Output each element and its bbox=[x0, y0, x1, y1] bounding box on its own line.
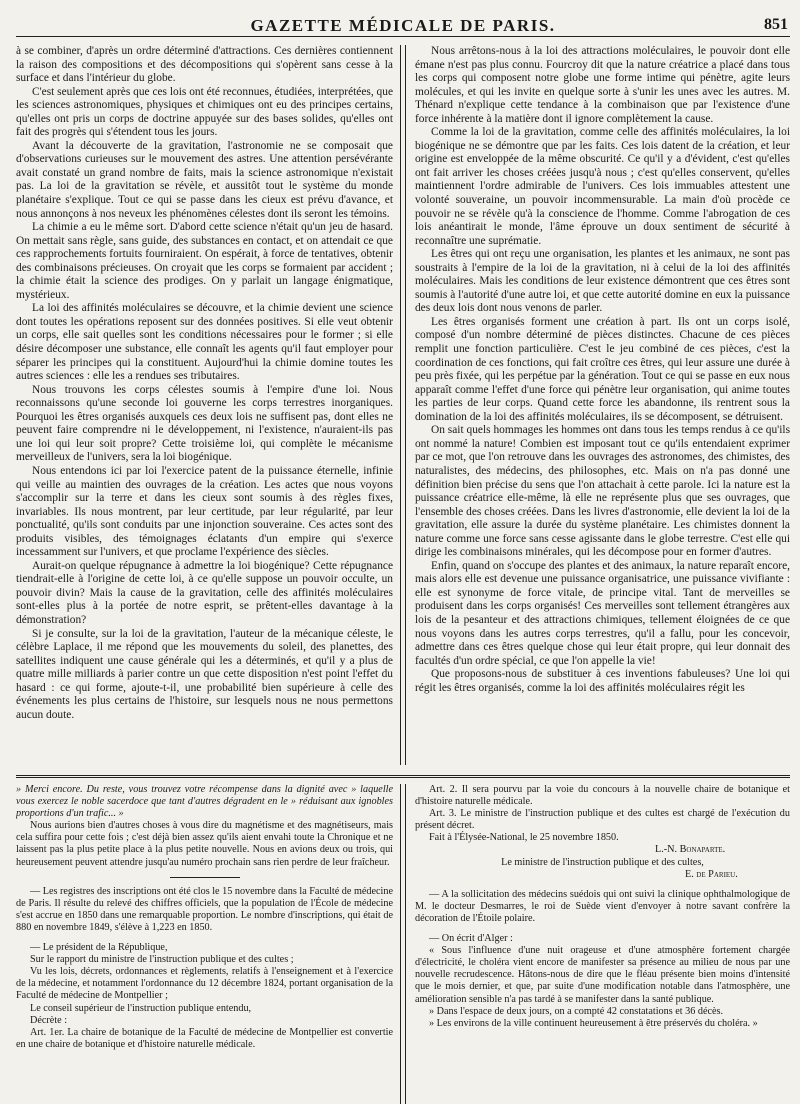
alger-paragraph-3: » Les environs de la ville continuent heureusement à être préservés du choléra. » bbox=[428, 1017, 758, 1029]
conseil-line: Le conseil supérieur de l'instruction publique entendu, bbox=[30, 1002, 252, 1014]
vu-line: Vu les lois, décrets, ordonnances et règlements, relatifs à l'enseignement et à l'exercice de la médecine, et notamment l'ordonnance du 12 décembre 1824, portant organisation de la Faculté de médecine de Montpellier ; bbox=[16, 966, 393, 1002]
signature-bonaparte: L.-N. Bonaparte. bbox=[654, 844, 726, 856]
short-rule bbox=[170, 877, 240, 878]
article-paragraph: Nous entendons ici par loi l'exercice patent de la puissance éternelle, infinie qui veille au maintien des ouvrages de la création. Les actes que nous voyons s'accomplir sur la terre et dans les cieux sont soumis à des règles fixes, invariables. Ils nous montrent, par leur certitude, par leur régularité, par leur ponctualité, qu'ils sont conduits par une injonction souveraine. Ces actes sont des produits visibles, des témoignages éclatants d'un empire qui s'exerce incessamment sur l'univers, et que proclame l'expérience des siècles. bbox=[16, 464, 393, 559]
article-column-left bbox=[16, 45, 399, 765]
article-paragraph: Aurait-on quelque répugnance à admettre la loi biogénique? Cette répugnance tiendrait-elle à l'origine de cette loi, à ce qu'elle suppose un pouvoir occulte, un pouvoir divin? Mais la cause de la gravitation, celle des affinités moléculaires sont-elles plus à la portée de notre esprit, se prêtent-elles davantage à la démonstration? bbox=[16, 559, 393, 626]
decrete-line: Décrète : bbox=[30, 1014, 68, 1026]
chronique-column-right bbox=[407, 784, 790, 1104]
magnetism-note: Nous aurions bien d'autres choses à vous dire du magnétisme et des magnétiseurs, mais cela suffira pour cette fois ; c'est déjà bien assez qu'ils aient envahi toute la Chronique et ne laissent pas la plus petite place à la plus petite nouvelle. Nous en avions deux ou trois, qui heureusement peuvent attendre jusqu'au numéro prochain sans rien perdre de leur fraîcheur. bbox=[16, 820, 393, 868]
chronique-column-left bbox=[16, 784, 399, 1104]
article-paragraph: Nous trouvons les corps célestes soumis à l'empire d'une loi. Nous reconnaissons qu'une seconde loi gouverne les corps terrestres inorganiques. Pourquoi les êtres organisés auxquels ces deux lois ne suffisent pas, dont elles ne peuvent faire comprendre ni le développement, ni l'existence, n'auraient-ils pas une loi qui leur soit propre? Cette troisième loi, qui complète le mécanisme merveilleux de l'univers, sera la loi biogénique. bbox=[16, 383, 393, 464]
alger-heading: — On écrit d'Alger : bbox=[428, 933, 513, 945]
article-paragraph: Avant la découverte de la gravitation, l'astronomie ne se composait que d'observations curieuses sur le mouvement des astres. Une attention persévérante avait constaté un grand nombre de faits, mais la science astronomique n'existait pas. La loi de la gravitation se révèle, et aussitôt tout le système du monde planétaire s'explique. Tout ce qui se passe dans les cieux est prévu d'avance, et nous annonçons à nos neveux les phénomènes célestes dont ils seront les témoins. bbox=[16, 139, 393, 220]
article-paragraph: Les êtres organisés forment une création à part. Ils ont un corps isolé, composé d'un nombre déterminé de pièces distinctes. Chacune de ces pièces remplit une fonction particulière. C'est le jeu combiné de ces pièces, c'est la coordination de ces fonctions, qui fait croître ces êtres, qui leur assure une durée à peu près fixée, qui les perpétue par la génération. Tout ce qui se passe en eux nous apparaît comme l'effet d'une force qui pénètre leur organisation, qui anime toutes les parties de leur corps. Quand cette force les abandonne, ils rentrent sous la domination de la loi des affinités moléculaires, ils se décomposent, se détruisent. bbox=[414, 315, 790, 423]
minister-line: Le ministre de l'instruction publique et des cultes, bbox=[501, 856, 704, 868]
section-separator bbox=[16, 775, 790, 778]
article-3: Art. 3. Le ministre de l'instruction publique et des cultes est chargé de l'exécution du présent décret. bbox=[414, 808, 790, 832]
page-number: 851 bbox=[764, 16, 788, 33]
alger-paragraph-2: » Dans l'espace de deux jours, on a compté 42 constatations et 36 décès. bbox=[428, 1005, 724, 1017]
article-paragraph: Nous arrêtons-nous à la loi des attractions moléculaires, le pouvoir dont elle émane n'est pas plus connu. Fourcroy dit que la nature créatrice a placé dans tous les corps qui composent notre globe une forme intime qui pénètre, agite leurs molécules, et qui les invite en quelque sorte à s'unir les unes avec les autres. M. Thénard n'explique cette tendance à la combinaison que par l'existence d'une force inhérente à la matière dont il ignore complètement la cause. bbox=[414, 45, 790, 125]
article-paragraph: Que proposons-nous de substituer à ces inventions fabuleuses? Une loi qui régit les êtres organisés, comme la loi des affinités moléculaires régit les bbox=[414, 668, 790, 694]
main-article bbox=[16, 45, 790, 765]
article-paragraph: On sait quels hommages les hommes ont dans tous les temps rendus à ce qu'ils ont nommé la nature! Combien est imposant tout ce qu'ils entendaient exprimer par ce mot, que l'on retrouve dans les ouvrages des astronomes, des chimistes, des naturalistes, des médecins, des philosophes, etc. Mais on n'a pas donné une définition bien précise du sens que l'on attachait à cette parole. Ici la nature est la puissance créatrice elle-même, là elle ne représente plus que ses ouvrages, que l'ensemble des choses créées. Dans les livres d'astronomie, elle devient la loi de la gravitation, elle assure la durée du système planétaire. Les chimistes donnent la nature comme une force sans cesse agissante dans le globe terrestre. C'est elle qui dirige les combinaisons minérales, qui les décompose pour en former d'autres. bbox=[414, 424, 790, 559]
page-header bbox=[16, 10, 790, 37]
article-paragraph: Si je consulte, sur la loi de la gravitation, l'auteur de la mécanique céleste, le célèbre Laplace, il me répond que les mouvements du soleil, des planettes, des satellites indiquent une cause générale qui les a déterminés, et qu'il y a plus de quatre mille milliards à parier contre un que cette disposition n'est point l'effet du hasard : ce qui forme, ajoute-t-il, une probabilité bien supérieure à celle des événements les plus certains de l'histoire, sur lesquels nous ne nous permettons aucun doute. bbox=[16, 627, 393, 721]
registres-item: — Les registres des inscriptions ont été clos le 15 novembre dans la Faculté de médecine de Paris. Il résulte du relevé des chiffres officiels, que la population de l'École de médecine s'est accrue en 1850 dans une remarquable proportion. Le nombre d'inscriptions, qui était de 880 en novembre 1849, s'élève à 1,223 en 1850. bbox=[16, 885, 393, 933]
rapport-line: Sur le rapport du ministre de l'instruction publique et des cultes ; bbox=[30, 954, 294, 966]
article-paragraph: C'est seulement après que ces lois ont été reconnues, étudiées, interprétées, que les sciences astronomiques, physiques et chimiques ont eu des principes certains, qu'elles ont pris un corps de doctrine appuyée sur des bases solides, qu'elles ont fait des progrès qui s'étendent tous les jours. bbox=[16, 85, 393, 139]
journal-title: GAZETTE MÉDICALE DE PARIS. bbox=[250, 16, 556, 35]
article-2: Art. 2. Il sera pourvu par la voie du concours à la nouvelle chaire de botanique et d'histoire naturelle médicale. bbox=[414, 784, 790, 808]
article-paragraph: à se combiner, d'après un ordre déterminé d'attractions. Ces dernières contiennent la raison des compositions et des décompositions qui s'opèrent sans cesse à la surface et dans l'intérieur du globe. bbox=[16, 45, 393, 85]
article-column-right bbox=[407, 45, 790, 765]
column-divider bbox=[400, 45, 406, 765]
article-paragraph: La loi des affinités moléculaires se découvre, et la chimie devient une science dont toutes les opérations reposent sur des données positives. Si elle veut obtenir un corps, elle sait quelles sont les conditions nécessaires pour le former ; si elle désire décomposer une substance, elle connaît les agents qu'il faut employer pour séparer les principes qui la constituent. Aujourd'hui la chimie domine toutes les autres sciences : elle les a rendues ses tributaires. bbox=[16, 302, 393, 383]
decree-date: Fait à l'Élysée-National, le 25 novembre 1850. bbox=[428, 832, 619, 844]
article-paragraph: Les êtres qui ont reçu une organisation, les plantes et les animaux, ne sont pas soustraits à l'empire de la loi de la gravitation, ni à celui de la loi des affinités moléculaires. Mais les conditions de leur existence démontrent que ces êtres sont soumis à l'autorité d'une autre loi, et que cette autorité domine en eux la puissance des deux lois dont nous venons de parler. bbox=[414, 248, 790, 315]
chronique-section bbox=[16, 784, 790, 1104]
signature-parieu: E. de Parieu. bbox=[684, 868, 738, 880]
letter-quote: » Merci encore. Du reste, vous trouvez votre récompense dans la dignité avec » laquelle vous exercez le noble sacerdoce que tant d'autres dégradent en le » réduisant aux ignobles proportions d'un trafic... » bbox=[16, 784, 393, 820]
alger-paragraph-1: « Sous l'influence d'une nuit orageuse et d'une atmosphère fortement chargée d'électricité, le choléra vient encore de manifester sa présence au milieu de nous par une nouvelle recrudescence. Hâtons-nous de dire que le fléau présente bien moins d'intensité que le mois dernier, et que, par suite d'une modification notable dans l'atmosphère, une amélioration sensible n'a pas tardé à se manifester dans la santé publique. bbox=[414, 945, 790, 1005]
article-paragraph: Comme la loi de la gravitation, comme celle des affinités moléculaires, la loi biogénique ne se démontre que par les faits. Ces lois datent de la création, et leur origine est enveloppée de la même obscurité. Ce qu'il y a d'évident, c'est qu'elles ont fait arriver les choses créées jusqu'à nous ; c'est qu'elles conservent, qu'elles maintiennent l'ordre admirable de l'univers. Ces lois immuables attestent une volonté souveraine, un pouvoir incommensurable. La main d'où procède ce pouvoir ne se révèle qu'à la conscience de l'homme. Comme l'abrogation de ces lois anéantirait le monde, l'âme éprouve un doux sentiment de sécurité à reconnaître une suprématie. bbox=[414, 126, 790, 247]
article-paragraph: La chimie a eu le même sort. D'abord cette science n'était qu'un jeu de hasard. On mettait sans règle, sans guide, des substances en contact, et on attendait ce que ces rapprochements fortuits fourniraient. On espérait, à force de tentatives, obtenir des combinaisons précieuses. On croyait que les corps se formaient par accident ; la chimie était la science des prodiges. On y parlait un langage énigmatique, mystérieux. bbox=[16, 221, 393, 301]
president-line: — Le président de la République, bbox=[30, 942, 168, 954]
column-divider-lower bbox=[400, 784, 406, 1104]
article-1: Art. 1er. La chaire de botanique de la Faculté de médecine de Montpellier est convertie en une chaire de botanique et d'histoire naturelle médicale. bbox=[16, 1026, 393, 1050]
polar-star-item: — A la sollicitation des médecins suédois qui ont suivi la clinique ophthalmologique de M. le docteur Desmarres, le roi de Suède vient d'envoyer à notre savant confrère la décoration de l'Étoile polaire. bbox=[414, 888, 790, 924]
article-paragraph: Enfin, quand on s'occupe des plantes et des animaux, la nature reparaît encore, mais alors elle est devenue une puissance organisatrice, une puissance vivifiante : elle est synonyme de force vitale, de principe vital. Tant de merveilles se produisent dans les corps organisés! Ces merveilles sont tellement étrangères aux lois de la pesanteur et des attractions chimiques, tellement éloignées de ce que nous voyons dans les autres corps terrestres, qu'il a fallu, pour les concevoir, admettre dans ces êtres quelque chose qui leur était propre, qui leur donnait des facultés d'un ordre spécial, ce que l'on appelle la vie! bbox=[414, 559, 790, 667]
